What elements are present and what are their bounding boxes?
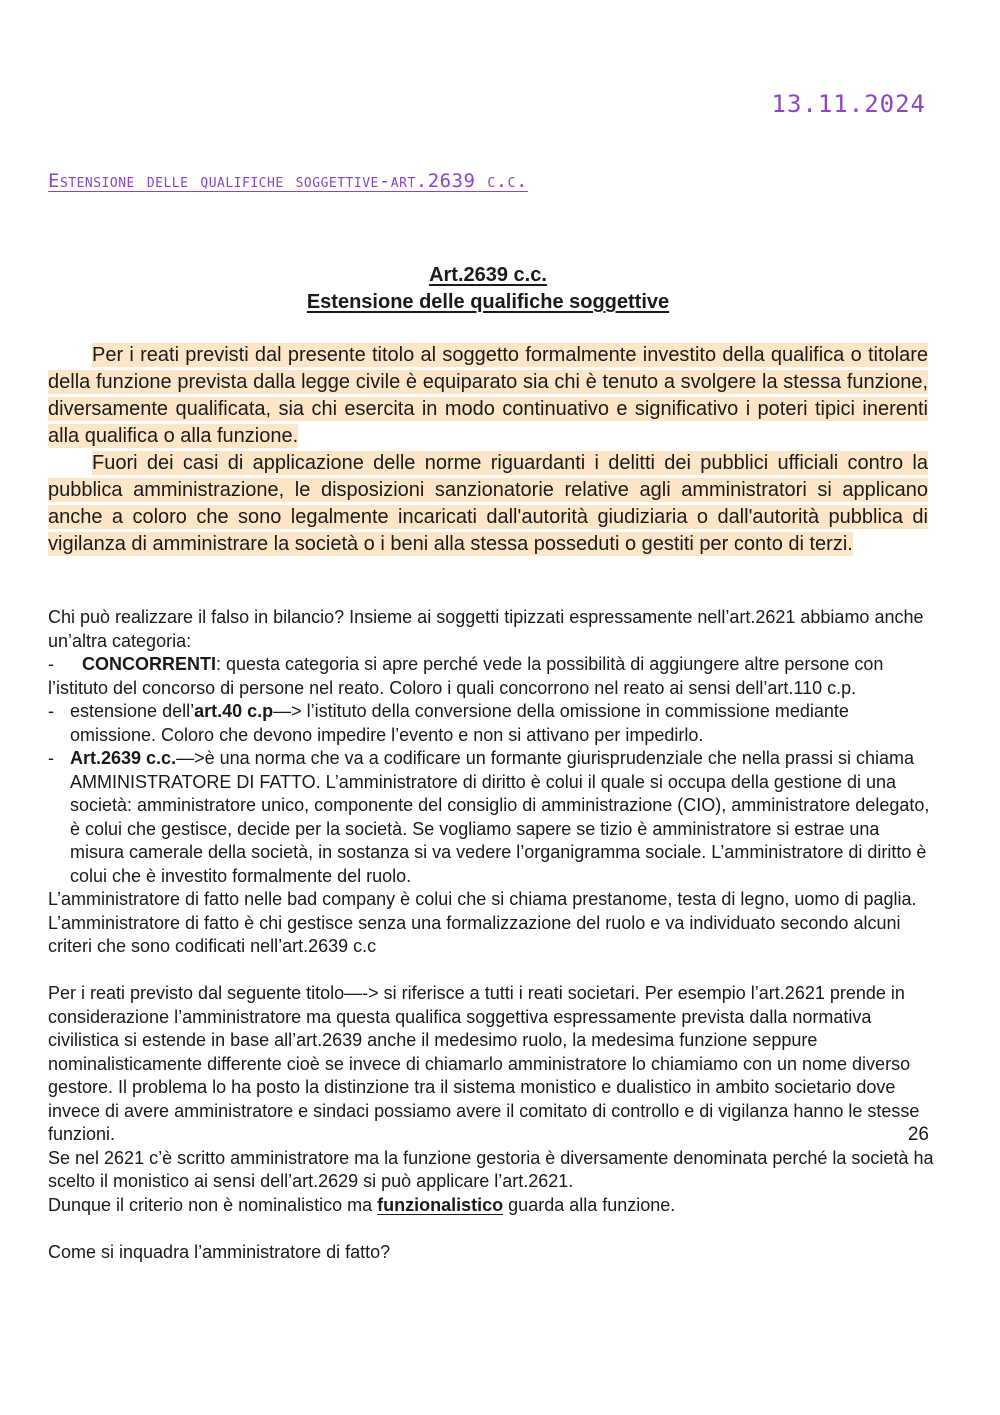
criterio-suffix: guarda alla funzione. bbox=[503, 1194, 676, 1215]
highlighted-text: Fuori dei casi di applicazione delle norme riguardanti i delitti dei pubblici ufficiali contro la pubblica amministrazione, le disposizioni sanzionatorie relative agli amministratori si applicano anche a coloro che sono legalmente incaricati dall'autorità giudiziaria o dall'autorità pubblica di vigilanza di amministrare la società o i beni alla stessa posseduti o gestiti per conto di terzi. bbox=[48, 452, 928, 555]
list-item-text: —> l’istituto della conversione della omissione in commissione mediante omissione. Coloro che devono impedire l’evento e non si attivano per impedirlo. bbox=[70, 701, 849, 745]
date-label: 13.11.2024 bbox=[771, 90, 926, 118]
paragraph-criterio bbox=[48, 1194, 938, 1218]
article-paragraph bbox=[48, 342, 928, 450]
paragraph-reati: Per i reati previsto dal seguente titolo—-> si riferisce a tutti i reati societari. Per esempio l’art.2621 prende in considerazione l’amministratore ma questa qualifica soggettiva espressamente prevista dalla normativa civilistica si estende in base all’art.2639 anche il medesimo ruolo, la medesima funzione seppure nominalisticamente differente cioè se invece di chiamarlo amministratore lo chiamiamo con un nome diverso gestore. Il problema lo ha posto la distinzione tra il sistema monistico e dualistico in ambito societario dove invece di avere amministratore e sindaci possiamo avere il comitato di controllo e di vigilanza hanno le stesse funzioni. bbox=[48, 983, 920, 1144]
list-item bbox=[48, 653, 938, 700]
list-dash: - bbox=[48, 701, 54, 721]
list-dash: - bbox=[48, 748, 54, 768]
list-item-term: art.40 c.p bbox=[194, 701, 274, 721]
notes-body bbox=[48, 606, 938, 1264]
list-item-prefix: estensione dell’ bbox=[70, 701, 195, 721]
page-number: 26 bbox=[907, 1124, 929, 1145]
list-dash: - bbox=[48, 654, 54, 674]
paragraph-2621: Se nel 2621 c’è scritto amministratore ma la funzione gestoria è diversamente denominata perché la società ha scelto il monistico ai sensi dell’art.2629 si può applicare l’art.2621. bbox=[48, 1147, 934, 1191]
list-item-term: CONCORRENTI bbox=[82, 654, 216, 674]
section-heading: Estensione delle qualifiche soggettive-art.2639 c.c. bbox=[48, 170, 528, 192]
question-paragraph: Come si inquadra l’amministratore di fatto? bbox=[48, 1241, 391, 1262]
article-subtitle: Estensione delle qualifiche soggettive bbox=[306, 291, 670, 313]
criterio-prefix: Dunque il criterio non è nominalistico ma bbox=[48, 1194, 378, 1215]
list-item-text: —>è una norma che va a codificare un formante giurisprudenziale che nella prassi si chiama AMMINISTRATORE DI FATTO. L’amministratore di diritto è colui il quale si occupa della gestione di una società: amministratore unico, componente del consiglio di amministrazione (CIO), amministratore delegato, è colui che gestisce, decide per la società. Se vogliamo sapere se tizio è amministratore si estrae una misura camerale della società, in sostanza si va vedere l’organigramma sociale. L’amministratore di diritto è colui che è investito formalmente del ruolo. bbox=[70, 748, 930, 886]
list-item-text: : questa categoria si apre perché vede la possibilità di aggiungere altre persone con l’istituto del concorso di persone nel reato. Coloro i quali concorrono nel reato ai sensi dell’art.110 c.p. bbox=[48, 654, 884, 698]
paragraph-amministratore-fatto: L’amministratore di fatto nelle bad company è colui che si chiama prestanome, testa di legno, uomo di paglia. L’amministratore di fatto è chi gestisce senza una formalizzazione del ruolo e va individuato secondo alcuni criteri che sono codificati nell’art.2639 c.c bbox=[48, 889, 917, 956]
spacer bbox=[48, 1217, 938, 1241]
spacer bbox=[48, 959, 938, 983]
article-paragraph bbox=[48, 450, 928, 558]
intro-paragraph: Chi può realizzare il falso in bilancio? Insieme ai soggetti tipizzati espressamente nell’art.2621 abbiamo anche un’altra categoria: bbox=[48, 607, 924, 651]
list-item bbox=[48, 700, 938, 747]
article-text bbox=[48, 342, 928, 558]
article-number: Art.2639 c.c. bbox=[429, 264, 547, 286]
list-item-term: Art.2639 c.c. bbox=[70, 748, 177, 768]
article-title bbox=[0, 262, 976, 316]
criterio-term: funzionalistico bbox=[377, 1194, 504, 1215]
list-item bbox=[48, 747, 938, 888]
highlighted-text: Per i reati previsti dal presente titolo al soggetto formalmente investito della qualifica o titolare della funzione prevista dalla legge civile è equiparato sia chi è tenuto a svolgere la stessa funzione, diversamente qualificata, sia chi esercita in modo continuativo e significativo i poteri tipici inerenti alla qualifica o alla funzione. bbox=[48, 344, 928, 447]
